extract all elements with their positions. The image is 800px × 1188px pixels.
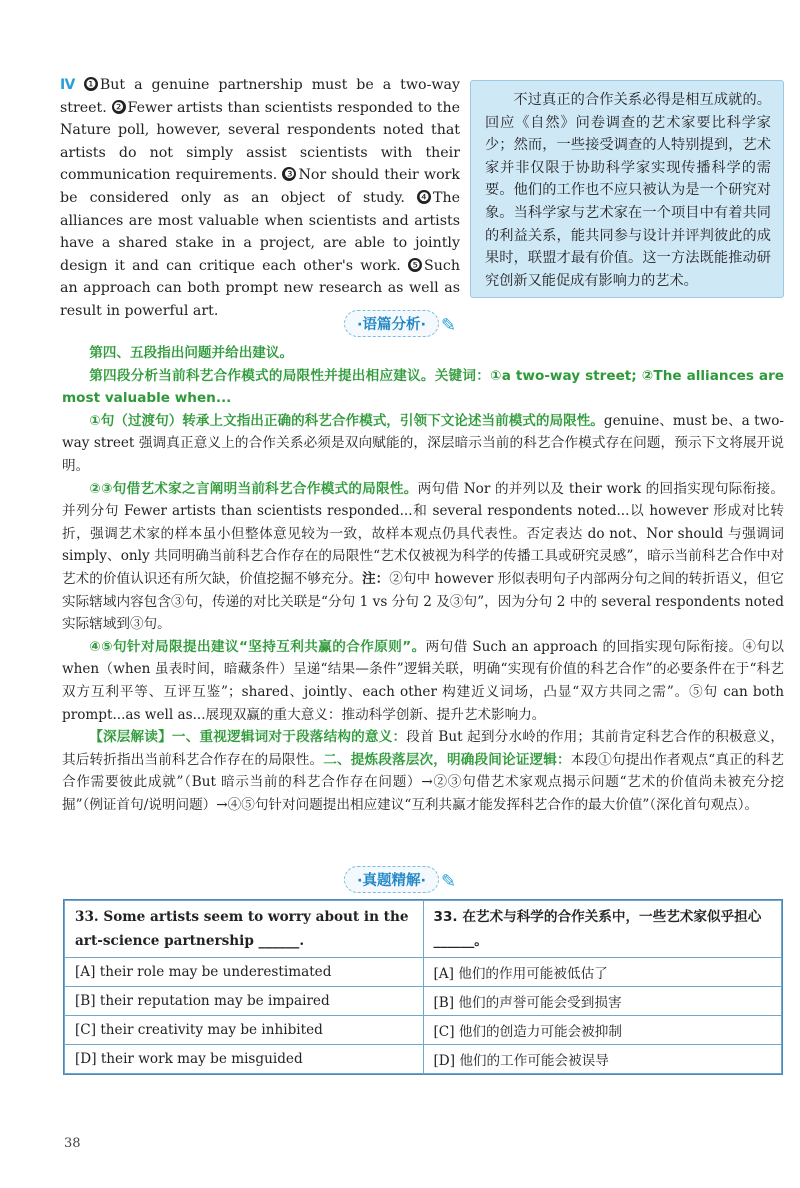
analysis-keywords: 第四段分析当前科艺合作模式的局限性并提出相应建议。关键词：①a two-way street; ②The alliances are most valuable when...	[62, 367, 784, 407]
page-number: 38	[64, 1136, 81, 1151]
option-row-c	[65, 1016, 782, 1045]
analysis-body	[62, 342, 784, 816]
analysis-point-2-body: 两句借 Nor 的并列以及 their work 的回指实现句际衔接。并列分句 Fewer artists than scientists responded...和 several respondents noted...以 however 形成对比转折，强调艺术家的样本虽小但整体意见较为一致，故样本观点仍具代表性。否定表达 do not、Nor should 与强调词 simply、only 共同明确当前科艺合作存在的局限性“艺术仅被视为科学的传播工具或研究灵感”，暗示当前科艺合作中对艺术的价值认识还有所欠缺，价值挖掘不够充分。	[62, 480, 784, 587]
question-stem-row	[65, 901, 782, 958]
question-stem-cn: 33. 在艺术与科学的合作关系中，一些艺术家似乎担心______。	[423, 901, 782, 958]
sentence-number-4: ❹	[418, 189, 430, 204]
deep-reading-body-2: 本段①句提出作者观点“真正的科艺合作需要彼此成就”（But 暗示当前的科艺合作存在问题）→②③句借艺术家观点揭示问题“艺术的价值尚未被充分挖掘”（例证首句/说明问题）→④⑤句针对问题提出相应建议“互利共赢才能发挥科艺合作的最大价值”（深化首句观点）。	[62, 751, 785, 813]
pen-icon: ✎	[440, 871, 457, 892]
deep-reading-tag: 【深层解读】	[89, 729, 172, 746]
analysis-point-3-heading: ④⑤句针对局限提出建议“坚持互利共赢的合作原则”。	[89, 638, 426, 655]
option-d-cn: [D] 他们的工作可能会被误导	[423, 1045, 782, 1074]
deep-reading-body-1: 段首 But 起到分水岭的作用；其前肯定科艺合作的积极意义，其后转折指出当前科艺合作存在的局限性。	[62, 729, 785, 768]
section-title-exam: ·真题精解·	[344, 866, 439, 893]
pen-icon: ✎	[440, 315, 457, 336]
question-stem-en: 33. Some artists seem to worry about in the art-science partnership ______.	[65, 901, 424, 958]
chinese-translation-box	[470, 80, 784, 298]
sentence-number-3: ❸	[284, 167, 295, 182]
analysis-note-label: 注：	[361, 570, 390, 587]
sentence-5: Such an approach can both prompt new research as well as result in powerful art.	[60, 257, 460, 319]
analysis-point-1-body: genuine、must be、a two-way street 强调真正意义上的合作关系必须是双向赋能的，深层暗示当前的科艺合作模式存在问题，预示下文将展开说明。	[62, 412, 784, 474]
analysis-point-1-heading: ①句（过渡句）转承上文指出正确的科艺合作模式，引领下文论述当前模式的局限性。	[89, 412, 604, 429]
sentence-number-2: ❷	[113, 99, 124, 114]
option-row-d	[65, 1045, 782, 1074]
option-a-cn: [A] 他们的作用可能被低估了	[423, 958, 782, 987]
option-row-a	[65, 958, 782, 987]
option-a-en: [A] their role may be underestimated	[65, 958, 424, 987]
section-title-analysis: ·语篇分析·	[344, 310, 439, 337]
sentence-3: Nor should their work be considered only as an object of study.	[60, 167, 460, 206]
deep-reading-heading-2: 二、提炼段落层次，明确段间论证逻辑：	[323, 751, 571, 768]
deep-reading	[62, 726, 784, 816]
sentence-4: The alliances are most valuable when scientists and artists have a shared stake in a project, are able to jointly design it and can critique each other's work.	[60, 189, 460, 274]
analysis-note: ②句中 however 形似表明句子内部两分句之间的转折语义，但它实际辖域内容包含③句，传递的对比关联是“分句 1 vs 分句 2 及③句”，因为分句 2 中的 several respondents noted 实际辖域到③句。	[62, 570, 785, 633]
analysis-point-1	[62, 410, 784, 478]
sentence-number-1: ❶	[85, 77, 97, 91]
english-passage	[60, 74, 460, 323]
question-table	[64, 900, 782, 1074]
option-row-b	[65, 987, 782, 1016]
sentence-number-5: ❺	[409, 257, 421, 272]
analysis-point-3	[62, 636, 784, 726]
analysis-point-2	[62, 478, 784, 636]
paragraph-roman-numeral: Ⅳ	[60, 77, 80, 93]
sentence-2: Fewer artists than scientists responded to the Nature poll, however, several respondents noted that artists do not simply assist scientists with their communication requirements.	[60, 99, 461, 184]
chinese-translation-text: 不过真正的合作关系必得是相互成就的。回应《自然》问卷调查的艺术家要比科学家少；然而，一些接受调查的人特别提到，艺术家并非仅限于协助科学家实现传播科学的需要。他们的工作也不应只被认为是一个研究对象。当科学家与艺术家在一个项目中有着共同的利益关系，能共同参与设计并评判彼此的成果时，联盟才最有价值。这一方法既能推动研究创新又能促成有影响力的艺术。	[485, 92, 771, 289]
sentence-1: But a genuine partnership must be a two-way street.	[60, 77, 460, 116]
analysis-point-2-heading: ②③句借艺术家之言阐明当前科艺合作模式的局限性。	[89, 480, 418, 497]
option-d-en: [D] their work may be misguided	[65, 1045, 424, 1074]
option-c-cn: [C] 他们的创造力可能会被抑制	[423, 1016, 782, 1045]
section-heading-exam	[0, 866, 800, 893]
option-b-en: [B] their reputation may be impaired	[65, 987, 424, 1016]
option-c-en: [C] their creativity may be inhibited	[65, 1016, 424, 1045]
analysis-point-3-body: 两句借 Such an approach 的回指实现句际衔接。④句以 when（when 虽表时间，暗藏条件）呈递“结果—条件”逻辑关联，明确“实现有价值的科艺合作”的必要条件在于“科艺双方互利平等、互评互鉴”；shared、jointly、each other 构建近义词场，凸显“双方共同之需”。⑤句 can both prompt...as well as...展现双赢的重大意义：推动科学创新、提升艺术影响力。	[62, 638, 784, 723]
option-b-cn: [B] 他们的声誉可能会受到损害	[423, 987, 782, 1016]
deep-reading-heading-1: 一、重视逻辑词对于段落结构的意义：	[171, 729, 407, 746]
section-heading-analysis	[0, 310, 800, 337]
analysis-summary: 第四、五段指出问题并给出建议。	[89, 345, 294, 361]
